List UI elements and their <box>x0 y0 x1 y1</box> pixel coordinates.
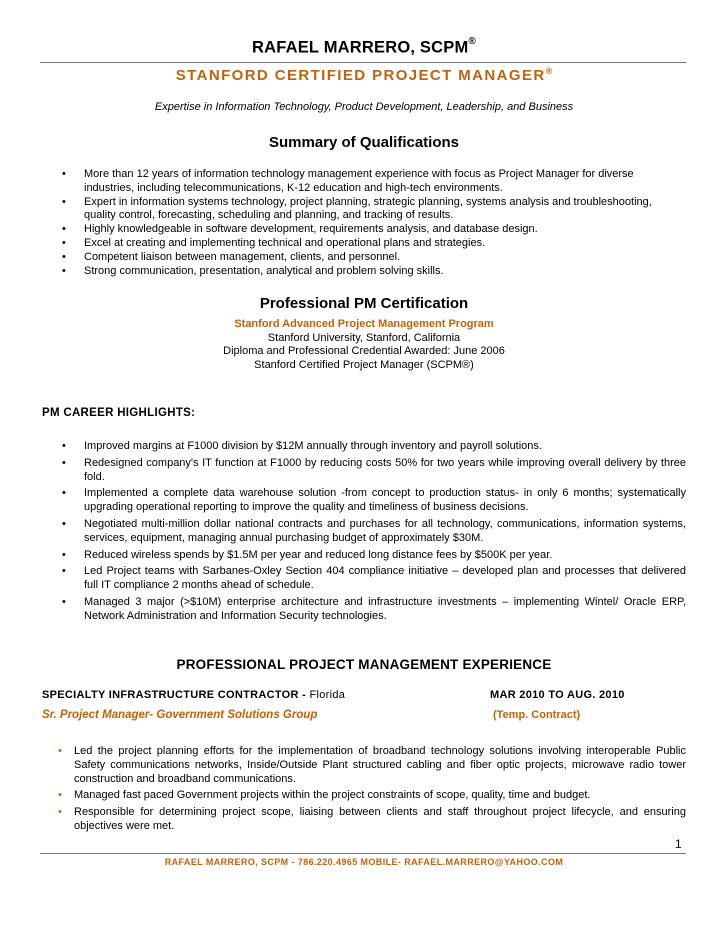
footer-contact: RAFAEL MARRERO, SCPM - 786.220.4965 MOBILE- RAFAEL.MARRERO@YAHOO.COM <box>164 857 564 867</box>
certification-title-text: STANFORD CERTIFIED PROJECT MANAGER <box>175 67 546 84</box>
summary-heading: Summary of Qualifications <box>268 134 460 151</box>
footer-rule <box>40 853 686 854</box>
bullet-icon: • <box>62 223 66 236</box>
job-role: Sr. Project Manager- Government Solutions Group <box>42 709 318 721</box>
bullet-icon: • <box>62 517 66 530</box>
registered-mark: ® <box>468 36 476 47</box>
certification-block <box>0 318 728 372</box>
experience-list <box>38 745 686 834</box>
list-item: • Excel at creating and implementing technical and operational plans and strategies. <box>62 236 486 249</box>
employer-name: SPECIALTY INFRASTRUCTURE CONTRACTOR - <box>42 689 310 701</box>
bullet-icon: • <box>62 168 66 180</box>
list-item: • More than 12 years of information technology management experience with focus as Project Manager for diverse industries, including telecommunications, K-12 education and high-tech environments. <box>62 168 634 194</box>
candidate-name-text: RAFAEL MARRERO, SCPM <box>252 38 469 57</box>
title-registered-mark: ® <box>545 66 553 76</box>
bullet-icon: • <box>62 456 66 469</box>
experience-heading: PROFESSIONAL PROJECT MANAGEMENT EXPERIENCE <box>176 657 552 672</box>
header-rule <box>40 62 686 63</box>
list-item: • Responsible for determining project scope, liaising between clients and staff throughout project lifecycle, and ensuring objectives were met. <box>58 806 686 832</box>
list-item: • Competent liaison between management, clients, and personnel. <box>62 250 401 263</box>
employer-line <box>42 689 345 701</box>
bullet-icon: • <box>62 250 66 263</box>
page-number: 1 <box>675 837 682 851</box>
bullet-icon: • <box>62 487 66 500</box>
contract-type: (Temp. Contract) <box>493 709 581 721</box>
list-item: • Improved margins at F1000 division by $12M annually through inventory and payroll solutions. <box>62 440 542 452</box>
list-item: • Highly knowledgeable in software development, requirements analysis, and database design. <box>62 223 538 236</box>
list-item: • Led Project teams with Sarbanes-Oxley Section 404 compliance initiative – developed plan and processes that delivered full IT compliance 2 months ahead of schedule. <box>62 565 686 592</box>
bullet-icon: • <box>58 745 62 757</box>
university-name: Stanford University, Stanford, California <box>267 331 461 344</box>
career-list <box>44 440 686 627</box>
diploma-line: Diploma and Professional Credential Awarded: June 2006 <box>223 345 505 358</box>
program-name: Stanford Advanced Project Management Program <box>234 318 494 330</box>
bullet-icon: • <box>62 548 66 561</box>
list-item: • Expert in information systems technology, project planning, strategic planning, systems analysis and troubleshooting, quality control, forecasting, scheduling and planning, and tracking of results. <box>62 195 652 222</box>
employment-dates: MAR 2010 TO AUG. 2010 <box>490 689 625 701</box>
summary-list <box>44 168 686 278</box>
career-highlights-heading: PM CAREER HIGHLIGHTS: <box>42 407 196 419</box>
list-item: • Strong communication, presentation, analytical and problem solving skills. <box>62 264 444 277</box>
list-item: • Negotiated multi-million dollar national contracts and purchases for all technology, communications, information systems, services, equipment, managing annual purchasing budget of approximately $30M. <box>62 517 686 544</box>
list-item: • Managed fast paced Government projects within the project constraints of scope, quality, time and budget. <box>58 789 591 802</box>
bullet-icon: • <box>62 236 66 249</box>
list-item: • Implemented a complete data warehouse solution -from concept to production status- in only 6 months; systematically upgrading operational reporting to improve the quality and timeliness of business decisions. <box>62 487 686 514</box>
credential-line: Stanford Certified Project Manager (SCPM®) <box>254 358 474 371</box>
employer-location: Florida <box>309 689 346 701</box>
list-item: • Redesigned company's IT function at F1000 by reducing costs 50% for two years while improving overall delivery by three fold. <box>62 456 686 483</box>
bullet-icon: • <box>58 806 62 819</box>
list-item: • Reduced wireless spends by $1.5M per year and reduced long distance fees by $500K per year. <box>62 548 553 561</box>
list-item: • Managed 3 major (>$10M) enterprise architecture and infrastructure investments – implementing Wintel/ Oracle ERP, Network Administration and Information Security technologies. <box>62 595 686 622</box>
bullet-icon: • <box>62 195 66 208</box>
list-item: • Led the project planning efforts for the implementation of broadband technology solutions involving interoperable Public Safety communications networks, Inside/Outside Plant structured cabling and fiber optic projects, microwave radio tower construction and broadband communications. <box>58 745 686 785</box>
bullet-icon: • <box>62 440 66 452</box>
expertise-tagline: Expertise in Information Technology, Product Development, Leadership, and Business <box>154 101 574 113</box>
certification-title <box>0 66 728 84</box>
certification-heading: Professional PM Certification <box>259 295 469 312</box>
candidate-name <box>0 38 728 58</box>
bullet-icon: • <box>58 789 62 802</box>
bullet-icon: • <box>62 595 66 608</box>
bullet-icon: • <box>62 565 66 578</box>
bullet-icon: • <box>62 264 66 277</box>
